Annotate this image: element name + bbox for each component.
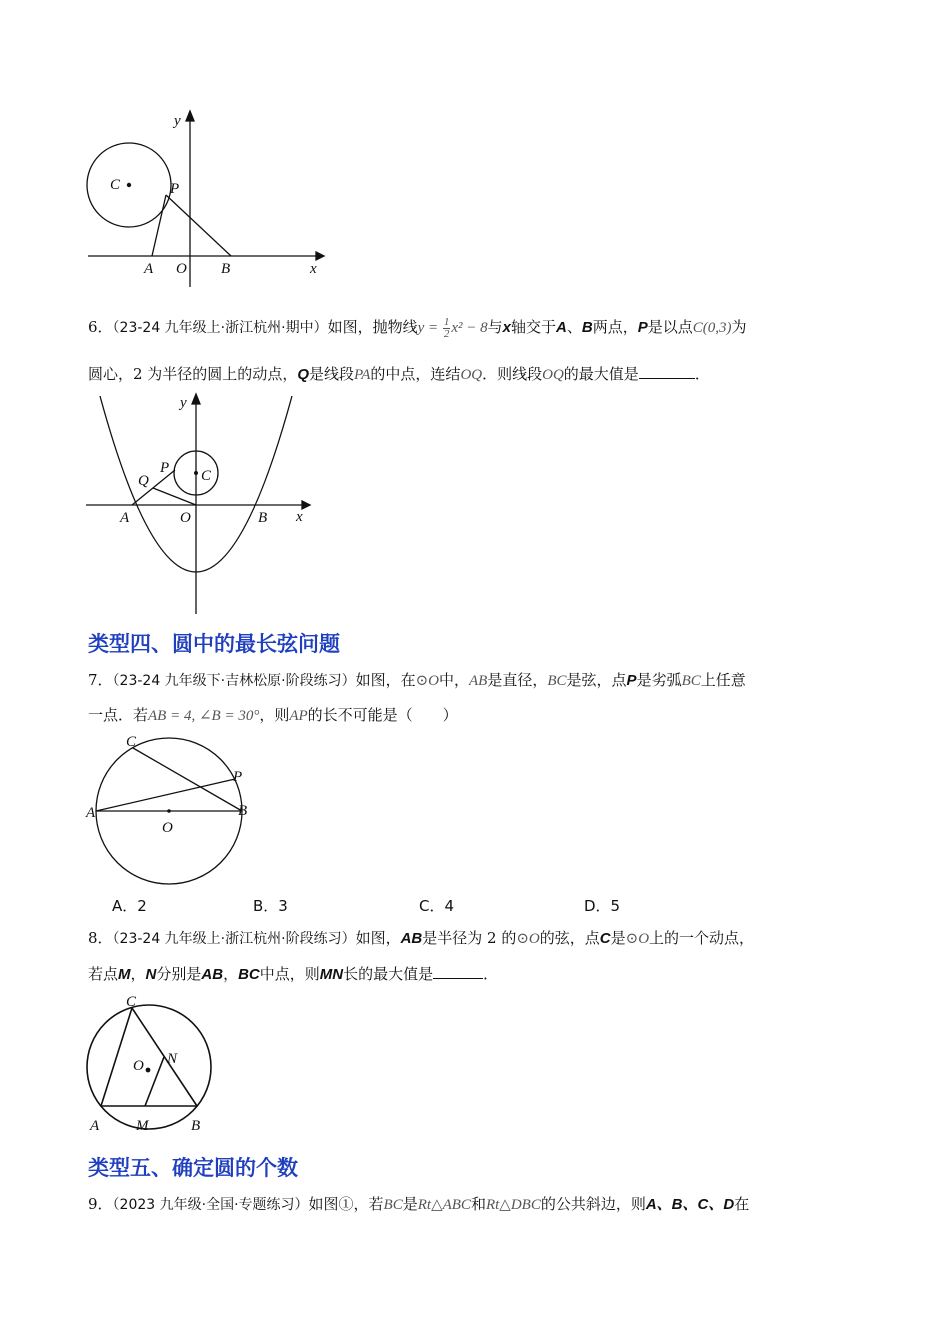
label-y: y [180,395,187,411]
q6-line1: 6．（23-24 九年级上·浙江杭州·期中）如图，抛物线y = $\frac{1}{2}$ x² − 8与x轴交于A、B两点，P是以点C(0,3)为 [88,316,747,341]
label-c: C [126,994,137,1010]
chord-bc [133,748,242,811]
q9-source: （2023 九年级·全国·专题练习） [112,1197,309,1213]
label-b: B [191,1118,201,1134]
label-b: B [258,510,268,526]
q6-number: 6． [88,318,113,336]
label-n: N [167,1051,178,1067]
label-c: C [201,468,212,484]
center-o-dot [167,809,171,813]
label-a: A [90,1118,100,1134]
label-b: B [221,261,231,277]
section-heading-4: 类型四、圆中的最长弦问题 [88,632,340,656]
q7-line1: 7．（23-24 九年级下·吉林松原·阶段练习）如图，在⊙O中，AB是直径，BC是弦，点P是劣弧BC上任意 [88,671,746,689]
q8-answer-blank[interactable] [433,962,483,979]
y-axis-arrow [186,111,194,121]
q6-line2: 圆心，2 为半径的圆上的动点，Q是线段PA的中点，连结OQ．则线段OQ的最大值是 ． [88,362,710,386]
q7-option-d[interactable]: D．5 [584,897,621,915]
label-a: A [86,805,96,821]
q9-number: 9． [88,1195,113,1213]
center-c-dot [127,183,131,187]
q7-condition: AB = 4, ∠B = 30° [148,708,260,724]
q7-option-b[interactable]: B．3 [253,897,288,915]
label-q: Q [138,473,149,489]
label-c: C [110,177,121,193]
circle-o [87,1005,211,1129]
chord-bc [132,1008,197,1106]
label-a: A [144,261,154,277]
q7-option-c[interactable]: C．4 [419,897,455,915]
label-o: O [180,510,191,526]
center-o-dot [146,1068,151,1073]
q8-source: （23-24 九年级上·浙江杭州·阶段练习） [112,931,356,947]
q6-equation: y = $\frac{1}{2}$ x² − 8 [417,316,488,341]
x-axis-arrow [316,252,324,260]
center-c-dot [194,471,198,475]
figure-7-diagram [80,735,280,885]
q7-option-a[interactable]: A．2 [112,897,147,915]
segment-pb [166,195,231,256]
label-o: O [162,820,173,836]
figure-5-diagram [80,105,340,290]
segment-mn [145,1057,164,1106]
x-axis-arrow [302,501,310,509]
section-heading-5: 类型五、确定圆的个数 [88,1156,298,1180]
label-p: P [170,181,180,197]
q8-line2: 若点M，N分别是AB，BC中点，则MN长的最大值是 ． [88,962,498,986]
q9-line1: 9．（2023 九年级·全国·专题练习）如图①，若BC是Rt△ABC和Rt△DBC的公共斜边，则A、B、C、D在 [88,1195,750,1213]
label-p: P [160,460,170,476]
q8-line1: 8．（23-24 九年级上·浙江杭州·阶段练习）如图，AB是半径为 2 的⊙O的弦，点C是⊙O上的一个动点， [88,929,755,947]
label-x: x [296,509,303,525]
label-b: B [238,803,248,819]
q7-line2: 一点．若AB = 4, ∠B = 30°，则AP的长不可能是（ ） [88,706,458,724]
q6-source: （23-24 九年级上·浙江杭州·期中） [112,320,328,336]
label-c: C [126,735,137,750]
segment-oq [153,488,196,505]
q6-answer-blank[interactable] [639,362,695,379]
label-m: M [136,1118,149,1134]
figure-6-diagram [80,388,320,618]
label-o: O [133,1058,144,1074]
label-o: O [176,261,187,277]
label-x: x [310,261,317,277]
label-y: y [174,113,181,129]
figure-8-diagram [80,990,230,1135]
label-p: P [233,769,243,785]
q8-number: 8． [88,929,113,947]
label-a: A [120,510,130,526]
segment-pa [152,195,166,256]
q7-source: （23-24 九年级下·吉林松原·阶段练习） [112,673,356,689]
q7-number: 7． [88,671,113,689]
y-axis-arrow [192,394,200,404]
